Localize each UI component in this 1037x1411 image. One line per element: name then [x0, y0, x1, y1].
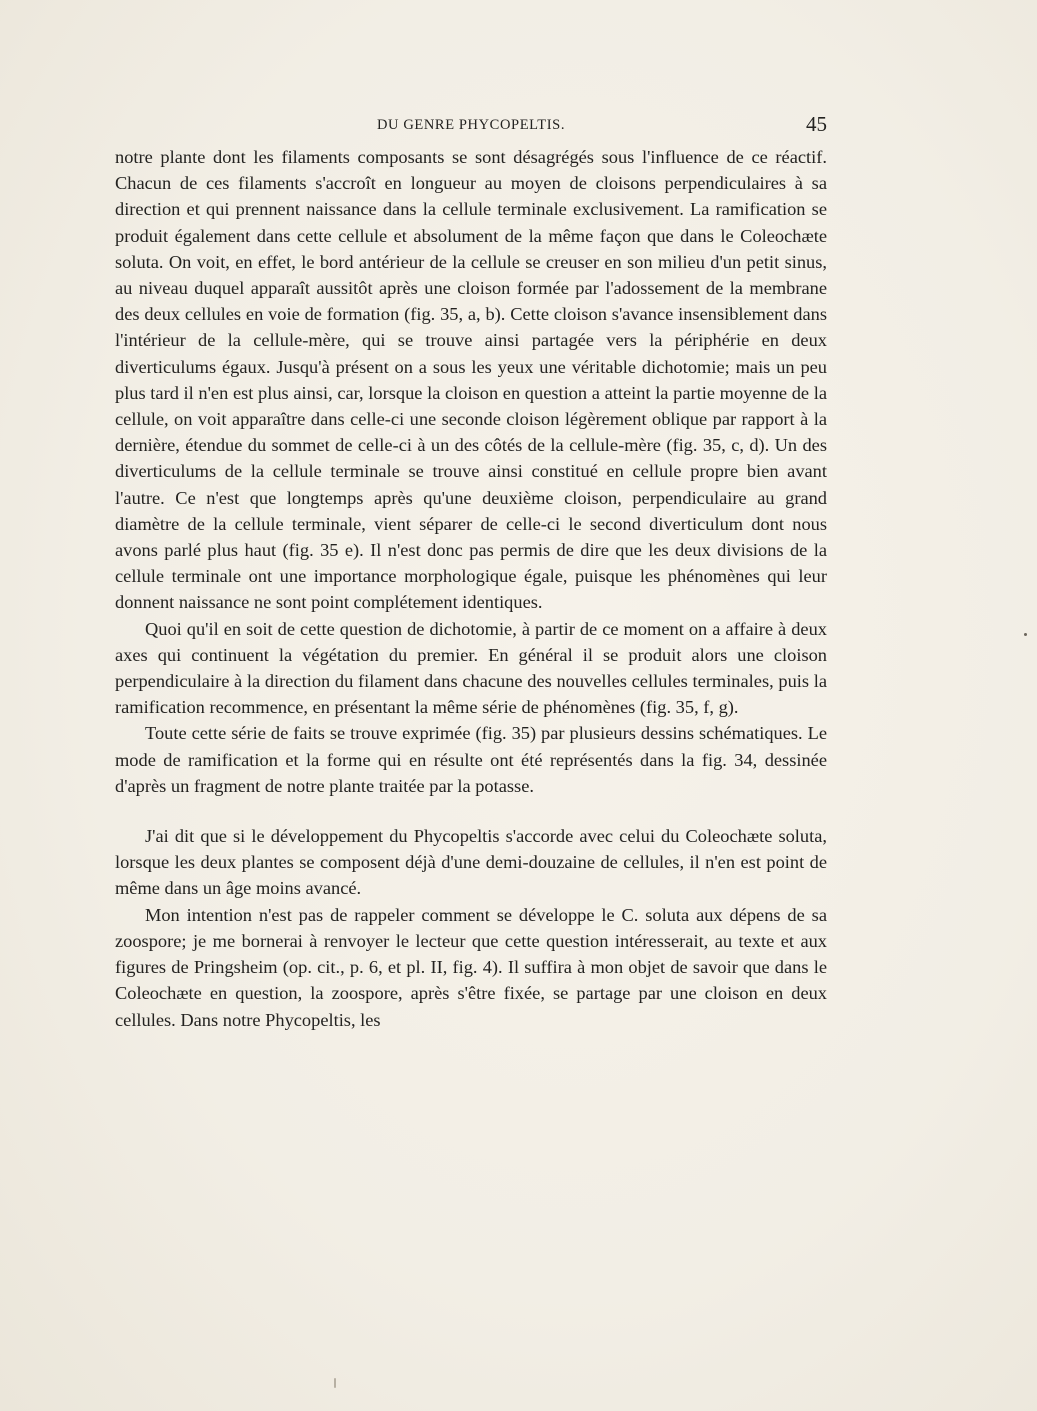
paragraph: Toute cette série de faits se trouve exprimée (fig. 35) par plusieurs dessins schématiques. Le mode de ramification et la forme qui en résulte ont été représentés dans la fig. 34, dessinée d'après un fragment de notre plante traitée par la potasse. [115, 723, 827, 796]
running-head-title: DU GENRE PHYCOPELTIS. [376, 117, 566, 133]
paragraph-continuation: notre plante dont les filaments composants se sont désagrégés sous l'influence de ce réactif. Chacun de ces filaments s'accroît en longueur au moyen de cloisons perpendiculaires à sa direction et qui prennent naissance dans la cellule terminale exclusivement. La ramification se produit également dans cette cellule et absolument de la même façon que dans le Coleochæte soluta. On voit, en effet, le bord antérieur de la cellule se creuser en son milieu d'un petit sinus, au niveau duquel apparaît aussitôt après une cloison formée par l'adossement de la membrane des deux cellules en voie de formation (fig. 35, a, b). Cette cloison s'avance insensiblement dans l'intérieur de la cellule-mère, qui se trouve ainsi partagée vers la périphérie en deux diverticulums égaux. Jusqu'à présent on a sous les yeux une véritable dichotomie; mais un peu plus tard il n'en est plus ainsi, car, lorsque la cloison en question a atteint la partie moyenne de la cellule, on voit apparaître dans celle-ci une seconde cloison légèrement oblique par rapport à la dernière, étendue du sommet de celle-ci à un des côtés de la cellule-mère (fig. 35, c, d). Un des diverticulums de la cellule terminale se trouve ainsi constitué en cellule propre bien avant l'autre. Ce n'est que longtemps après qu'une deuxième cloison, perpendiculaire au grand diamètre de la cellule terminale, vient séparer de celle-ci le second diverticulum dont nous avons parlé plus haut (fig. 35 e). Il n'est donc pas permis de dire que les deux divisions de la cellule terminale ont une importance morphologique égale, puisque les phénomènes qui leur donnent naissance ne sont point complétement identiques. [115, 147, 827, 613]
paragraph: J'ai dit que si le développement du Phycopeltis s'accorde avec celui du Coleochæte soluta, lorsque les deux plantes se composent déjà d'une demi-douzaine de cellules, il n'en est point de même dans un âge moins avancé. [115, 826, 827, 899]
margin-speck [1024, 633, 1027, 636]
running-head [115, 114, 827, 138]
page-number: 45 [806, 112, 827, 136]
paragraph: Quoi qu'il en soit de cette question de dichotomie, à partir de ce moment on a affaire à deux axes qui continuent la végétation du premier. En général il se produit alors une cloison perpendiculaire à la direction du filament dans chacune des nouvelles cellules terminales, puis la ramification recommence, en présentant la même série de phénomènes (fig. 35, f, g). [115, 618, 827, 718]
paper-speck [334, 1378, 336, 1388]
paragraph: Mon intention n'est pas de rappeler comment se développe le C. soluta aux dépens de sa zoospore; je me bornerai à renvoyer le lecteur que cette question intéresserait, au texte et aux figures de Pringsheim (op. cit., p. 6, et pl. II, fig. 4). Il suffira à mon objet de savoir que dans le Coleochæte en question, la zoospore, après s'être fixée, se partage par une cloison en deux cellules. Dans notre Phycopeltis, les [115, 904, 827, 1030]
body-text [115, 144, 827, 1033]
